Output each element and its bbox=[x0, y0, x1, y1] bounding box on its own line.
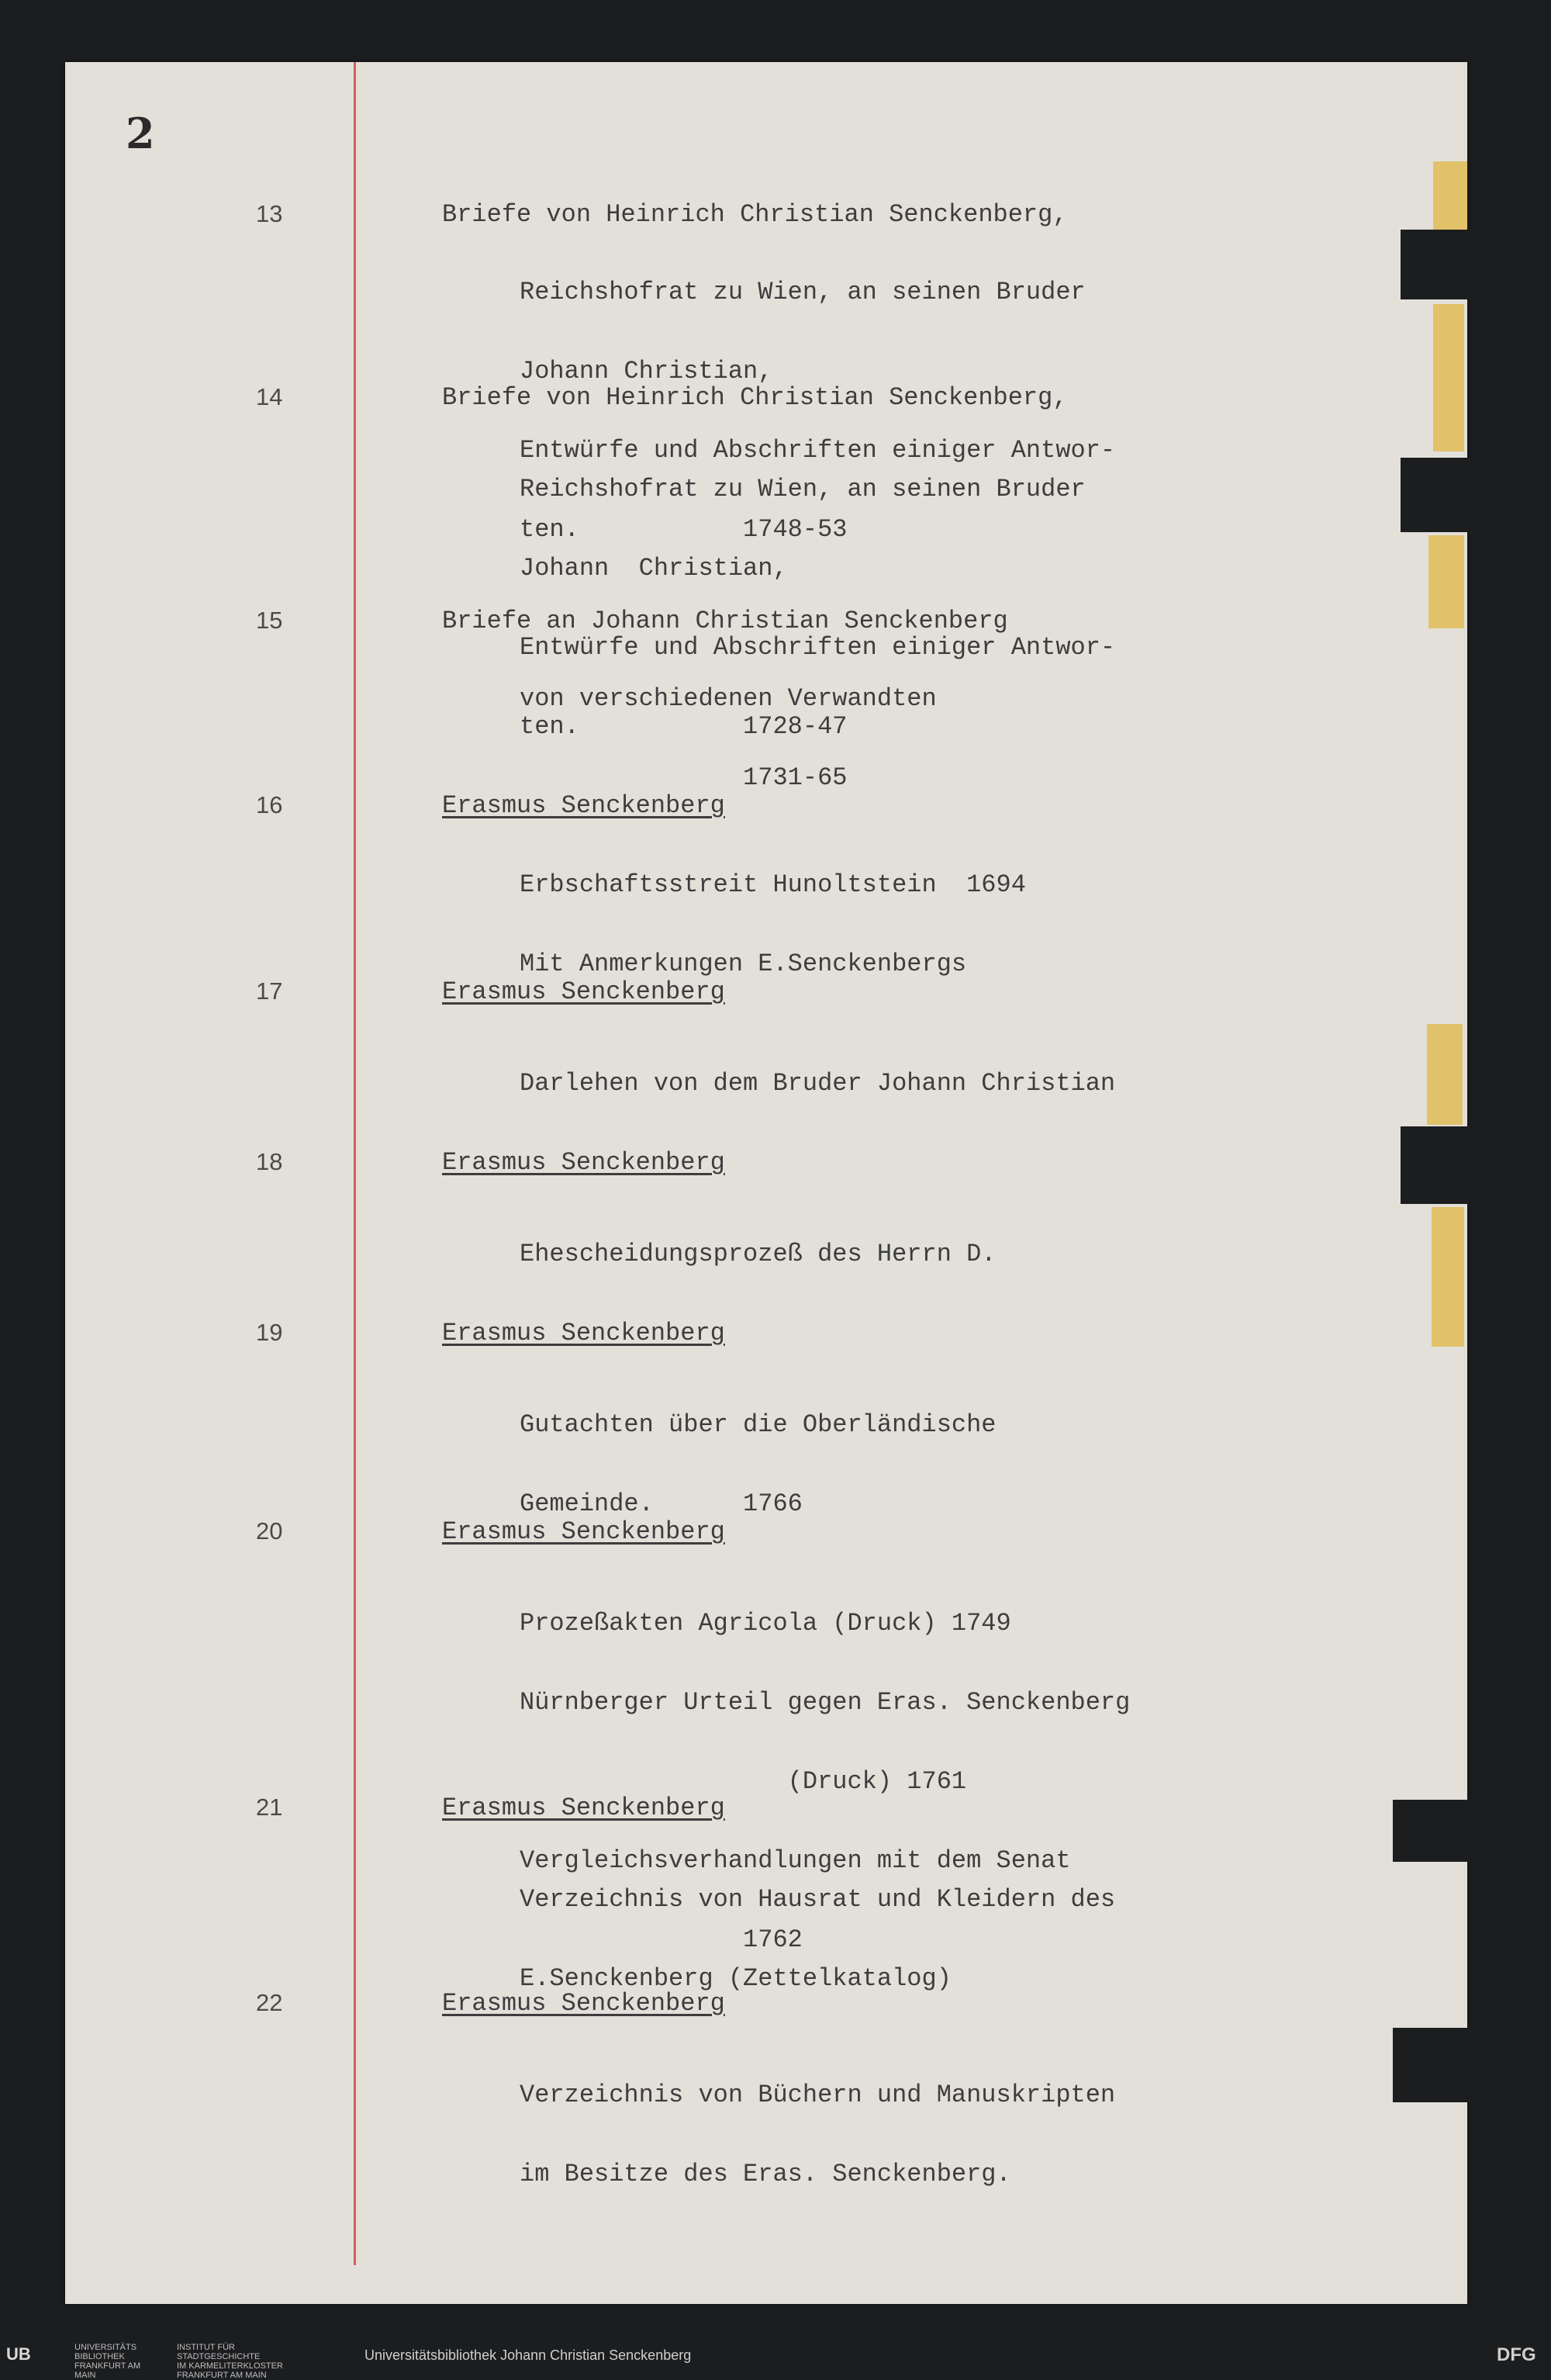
entry-line: Entwürfe und Abschriften einiger Antwor- bbox=[520, 436, 1116, 465]
entry-line: Johann Christian, bbox=[520, 357, 773, 386]
entry-number: 20 bbox=[256, 1517, 283, 1545]
entry-line: Reichshofrat zu Wien, an seinen Bruder bbox=[520, 475, 1086, 503]
red-margin-line bbox=[354, 62, 356, 2265]
entry-line: ten. 1728-47 bbox=[520, 712, 848, 741]
index-tab bbox=[1427, 1024, 1463, 1125]
entry-number: 22 bbox=[256, 1989, 283, 2016]
entry-line: E.Senckenberg (Zettelkatalog) bbox=[520, 1964, 952, 1993]
entry-line: Nürnberger Urteil gegen Eras. Senckenberg bbox=[520, 1688, 1131, 1717]
page-notch bbox=[1393, 1800, 1470, 1862]
entry-line: Prozeßakten Agricola (Druck) 1749 bbox=[520, 1609, 1011, 1638]
entry-number: 13 bbox=[256, 200, 283, 227]
institute-name: INSTITUT FÜR STADTGESCHICHTE bbox=[177, 2343, 261, 2361]
entry-line: Reichshofrat zu Wien, an seinen Bruder bbox=[520, 278, 1086, 306]
entry-line: Verzeichnis von Hausrat und Kleidern des bbox=[520, 1885, 1116, 1914]
entry-line: Mit Anmerkungen E.Senckenbergs bbox=[520, 950, 967, 978]
entry-line: von verschiedenen Verwandten bbox=[520, 684, 937, 713]
index-tab bbox=[1428, 535, 1464, 628]
page-number: 2 bbox=[126, 109, 155, 158]
ub-logo: UB bbox=[6, 2344, 31, 2364]
page-notch bbox=[1401, 1126, 1470, 1204]
entry-number: 21 bbox=[256, 1794, 283, 1821]
entry-number: 19 bbox=[256, 1319, 283, 1346]
index-tab bbox=[1432, 1207, 1464, 1347]
entry-heading: Erasmus Senckenberg bbox=[442, 1148, 725, 1177]
institute-logo-text bbox=[177, 2343, 316, 2380]
entry-heading: Erasmus Senckenberg bbox=[442, 1319, 725, 1347]
entry-number: 17 bbox=[256, 977, 283, 1005]
entry-number: 15 bbox=[256, 607, 283, 634]
index-tab bbox=[1433, 161, 1467, 230]
page-notch bbox=[1393, 2028, 1470, 2102]
entry-line: 1731-65 bbox=[520, 763, 848, 792]
ub-city: FRANKFURT AM MAIN bbox=[74, 2361, 141, 2380]
entry-line: Gutachten über die Oberländische bbox=[520, 1410, 997, 1439]
entry-heading: Briefe von Heinrich Christian Senckenberg, bbox=[442, 200, 1068, 229]
entry-line: Ehescheidungsprozeß des Herrn D. bbox=[520, 1240, 997, 1268]
entry-number: 16 bbox=[256, 791, 283, 818]
page-notch bbox=[1401, 458, 1470, 532]
entry-line: Entwürfe und Abschriften einiger Antwor- bbox=[520, 633, 1116, 662]
entry-line: im Besitze des Eras. Senckenberg. bbox=[520, 2160, 1011, 2188]
entry-heading: Briefe von Heinrich Christian Senckenberg, bbox=[442, 383, 1068, 412]
entry-number: 18 bbox=[256, 1148, 283, 1175]
entry-line: Vergleichsverhandlungen mit dem Senat bbox=[520, 1846, 1071, 1875]
entry-heading: Erasmus Senckenberg bbox=[442, 977, 725, 1006]
entry-line: Darlehen von dem Bruder Johann Christian bbox=[520, 1069, 1116, 1098]
entry-line: Verzeichnis von Büchern und Manuskripten bbox=[520, 2081, 1116, 2109]
entry-heading: Erasmus Senckenberg bbox=[442, 791, 725, 820]
ub-name: UNIVERSITÄTS BIBLIOTHEK bbox=[74, 2343, 137, 2361]
dfg-logo: DFG bbox=[1497, 2344, 1536, 2365]
entry-line: Gemeinde. 1766 bbox=[520, 1489, 803, 1518]
entry-heading: Briefe an Johann Christian Senckenberg bbox=[442, 607, 1008, 635]
entry-heading: Erasmus Senckenberg bbox=[442, 1517, 725, 1546]
ub-logo-text bbox=[74, 2343, 160, 2380]
entry-number: 14 bbox=[256, 383, 283, 410]
entry-line: Johann Christian, bbox=[520, 554, 788, 583]
entry-heading: Erasmus Senckenberg bbox=[442, 1794, 725, 1822]
entry-heading: Erasmus Senckenberg bbox=[442, 1989, 725, 2018]
entry-line: Erbschaftsstreit Hunoltstein 1694 bbox=[520, 870, 1026, 899]
library-credit: Universitätsbibliothek Johann Christian Senckenberg bbox=[364, 2347, 692, 2363]
page-notch bbox=[1401, 230, 1470, 299]
footer-bar bbox=[0, 2330, 1551, 2380]
entry-line: (Druck) 1761 bbox=[520, 1767, 967, 1796]
index-tab bbox=[1433, 304, 1464, 451]
entry-line: 1762 bbox=[520, 1925, 803, 1954]
institute-sub: IM KARMELITERKLOSTER FRANKFURT AM MAIN bbox=[177, 2361, 283, 2380]
entry-line: ten. 1748-53 bbox=[520, 515, 848, 544]
